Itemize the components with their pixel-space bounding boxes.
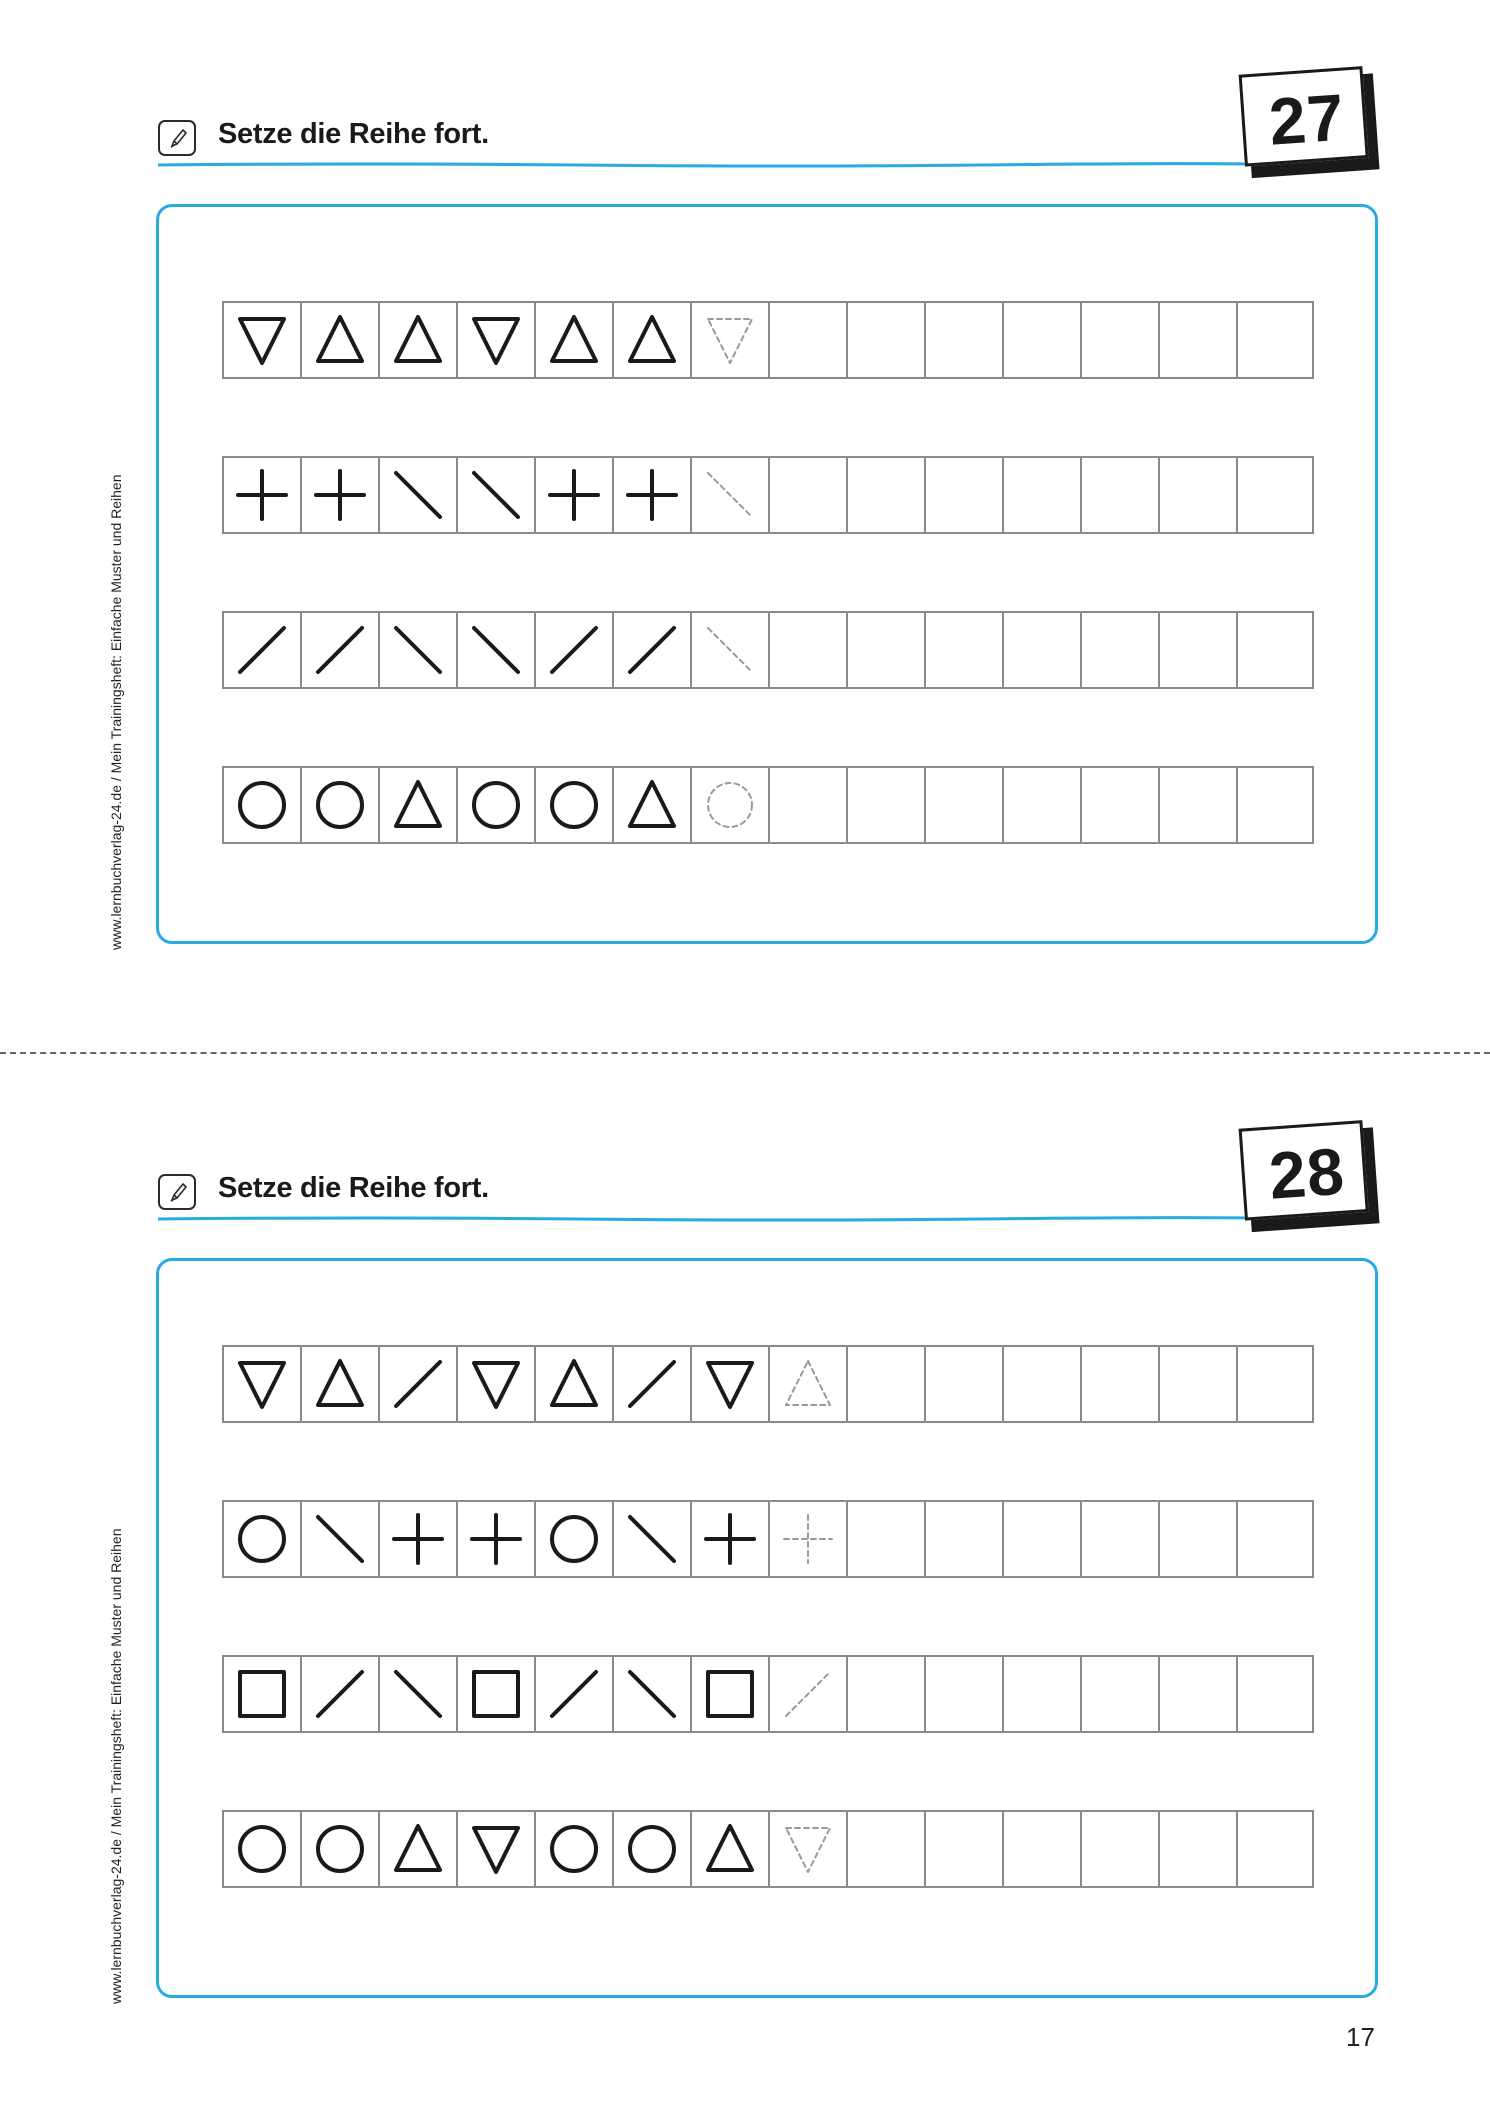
- pattern-cell: [536, 1502, 614, 1576]
- pattern-row: [222, 1500, 1314, 1578]
- plus-icon: [536, 458, 612, 532]
- empty-answer-cell[interactable]: [848, 1657, 926, 1731]
- empty-answer-cell[interactable]: [1082, 768, 1160, 842]
- pattern-cell: [536, 303, 614, 377]
- backslash-icon: [692, 458, 768, 532]
- pattern-cell: [224, 303, 302, 377]
- pattern-cell: [692, 1812, 770, 1886]
- page-number: 17: [1346, 2022, 1375, 2052]
- instruction-title: Setze die Reihe fort.: [218, 118, 489, 150]
- pattern-row: [222, 1345, 1314, 1423]
- empty-answer-cell[interactable]: [926, 303, 1004, 377]
- empty-answer-cell[interactable]: [1160, 303, 1238, 377]
- pattern-cell: [614, 1347, 692, 1421]
- pattern-cell: [302, 1812, 380, 1886]
- exercise-number: 28: [1266, 1133, 1348, 1213]
- plus-icon: [224, 458, 300, 532]
- empty-answer-cell[interactable]: [1160, 1502, 1238, 1576]
- square-icon: [224, 1657, 300, 1731]
- empty-answer-cell[interactable]: [1004, 1657, 1082, 1731]
- triangle-up-icon: [692, 1812, 768, 1886]
- pattern-cell: [380, 458, 458, 532]
- empty-answer-cell[interactable]: [1238, 613, 1316, 687]
- pattern-cell: [224, 1812, 302, 1886]
- pattern-cell: [224, 458, 302, 532]
- empty-answer-cell[interactable]: [1238, 1657, 1316, 1731]
- backslash-icon: [302, 1502, 378, 1576]
- empty-answer-cell[interactable]: [1160, 768, 1238, 842]
- triangle-down-icon: [692, 303, 768, 377]
- pattern-cell: [692, 1657, 770, 1731]
- slash-icon: [614, 1347, 690, 1421]
- circle-icon: [224, 1812, 300, 1886]
- pattern-cell: [458, 1502, 536, 1576]
- hint-cell: [692, 458, 770, 532]
- backslash-icon: [614, 1502, 690, 1576]
- empty-answer-cell[interactable]: [770, 458, 848, 532]
- slash-icon: [302, 613, 378, 687]
- pattern-cell: [536, 768, 614, 842]
- title-underline: [158, 162, 1248, 168]
- empty-answer-cell[interactable]: [1004, 303, 1082, 377]
- empty-answer-cell[interactable]: [926, 458, 1004, 532]
- circle-icon: [536, 1502, 612, 1576]
- hint-cell: [770, 1812, 848, 1886]
- empty-answer-cell[interactable]: [1160, 1657, 1238, 1731]
- triangle-down-icon: [458, 1812, 534, 1886]
- empty-answer-cell[interactable]: [926, 1502, 1004, 1576]
- pattern-cell: [224, 1657, 302, 1731]
- plus-icon: [614, 458, 690, 532]
- pattern-cell: [302, 1657, 380, 1731]
- side-credit: www.lernbuchverlag-24.de / Mein Trainingsheft: Einfache Muster und Reihen: [108, 1528, 124, 2004]
- plus-icon: [302, 458, 378, 532]
- plus-icon: [770, 1502, 846, 1576]
- empty-answer-cell[interactable]: [770, 768, 848, 842]
- hint-cell: [692, 303, 770, 377]
- pattern-cell: [380, 1812, 458, 1886]
- pattern-cell: [458, 458, 536, 532]
- empty-answer-cell[interactable]: [848, 768, 926, 842]
- pattern-cell: [458, 613, 536, 687]
- pattern-cell: [380, 613, 458, 687]
- pattern-cell: [536, 1812, 614, 1886]
- empty-answer-cell[interactable]: [1082, 458, 1160, 532]
- empty-answer-cell[interactable]: [1238, 768, 1316, 842]
- pattern-row: [222, 766, 1314, 844]
- triangle-up-icon: [770, 1347, 846, 1421]
- exercise-28: [0, 1054, 1490, 2108]
- pattern-row: [222, 1655, 1314, 1733]
- pattern-cell: [302, 303, 380, 377]
- pattern-cell: [380, 303, 458, 377]
- empty-answer-cell[interactable]: [926, 613, 1004, 687]
- empty-answer-cell[interactable]: [770, 613, 848, 687]
- triangle-up-icon: [614, 768, 690, 842]
- triangle-up-icon: [302, 1347, 378, 1421]
- circle-icon: [536, 768, 612, 842]
- slash-icon: [380, 1347, 456, 1421]
- pattern-cell: [458, 768, 536, 842]
- empty-answer-cell[interactable]: [1082, 303, 1160, 377]
- triangle-down-icon: [692, 1347, 768, 1421]
- slash-icon: [536, 1657, 612, 1731]
- square-icon: [458, 1657, 534, 1731]
- empty-answer-cell[interactable]: [1004, 768, 1082, 842]
- pattern-cell: [224, 1347, 302, 1421]
- circle-icon: [302, 1812, 378, 1886]
- pattern-cell: [536, 1657, 614, 1731]
- pattern-cell: [614, 1502, 692, 1576]
- pattern-cell: [536, 613, 614, 687]
- hint-cell: [770, 1502, 848, 1576]
- empty-answer-cell[interactable]: [848, 1347, 926, 1421]
- empty-answer-cell[interactable]: [1238, 458, 1316, 532]
- triangle-up-icon: [614, 303, 690, 377]
- pattern-cell: [458, 1347, 536, 1421]
- exercise-number: 27: [1266, 79, 1348, 159]
- triangle-up-icon: [380, 1812, 456, 1886]
- circle-icon: [458, 768, 534, 842]
- pattern-cell: [692, 1347, 770, 1421]
- exercise-number-card: [1239, 65, 1380, 176]
- pattern-cell: [458, 303, 536, 377]
- pattern-cell: [380, 1347, 458, 1421]
- pattern-cell: [614, 1657, 692, 1731]
- circle-icon: [614, 1812, 690, 1886]
- side-credit: www.lernbuchverlag-24.de / Mein Trainingsheft: Einfache Muster und Reihen: [108, 474, 124, 950]
- pattern-cell: [536, 458, 614, 532]
- empty-answer-cell[interactable]: [1004, 458, 1082, 532]
- circle-icon: [536, 1812, 612, 1886]
- empty-answer-cell[interactable]: [1082, 1347, 1160, 1421]
- circle-icon: [224, 768, 300, 842]
- plus-icon: [692, 1502, 768, 1576]
- empty-answer-cell[interactable]: [1082, 613, 1160, 687]
- pencil-icon: [158, 1174, 196, 1210]
- empty-answer-cell[interactable]: [770, 303, 848, 377]
- pattern-cell: [614, 303, 692, 377]
- pattern-cell: [302, 768, 380, 842]
- backslash-icon: [458, 613, 534, 687]
- triangle-up-icon: [380, 303, 456, 377]
- empty-answer-cell[interactable]: [1160, 1347, 1238, 1421]
- pattern-row: [222, 301, 1314, 379]
- pattern-cell: [302, 1347, 380, 1421]
- empty-answer-cell[interactable]: [1004, 1347, 1082, 1421]
- pattern-cell: [224, 613, 302, 687]
- triangle-down-icon: [770, 1812, 846, 1886]
- pattern-cell: [614, 458, 692, 532]
- pattern-cell: [302, 613, 380, 687]
- empty-answer-cell[interactable]: [848, 613, 926, 687]
- hint-cell: [692, 613, 770, 687]
- pattern-cell: [536, 1347, 614, 1421]
- empty-answer-cell[interactable]: [1238, 1812, 1316, 1886]
- backslash-icon: [614, 1657, 690, 1731]
- hint-cell: [770, 1657, 848, 1731]
- empty-answer-cell[interactable]: [1082, 1812, 1160, 1886]
- pattern-row: [222, 456, 1314, 534]
- empty-answer-cell[interactable]: [1004, 1812, 1082, 1886]
- empty-answer-cell[interactable]: [1004, 613, 1082, 687]
- empty-answer-cell[interactable]: [926, 1812, 1004, 1886]
- triangle-up-icon: [302, 303, 378, 377]
- slash-icon: [770, 1657, 846, 1731]
- circle-icon: [224, 1502, 300, 1576]
- pattern-cell: [302, 458, 380, 532]
- hint-cell: [770, 1347, 848, 1421]
- empty-answer-cell[interactable]: [848, 458, 926, 532]
- backslash-icon: [692, 613, 768, 687]
- backslash-icon: [458, 458, 534, 532]
- pattern-cell: [614, 1812, 692, 1886]
- pattern-row: [222, 1810, 1314, 1888]
- empty-answer-cell[interactable]: [1082, 1502, 1160, 1576]
- backslash-icon: [380, 613, 456, 687]
- circle-icon: [692, 768, 768, 842]
- triangle-down-icon: [458, 303, 534, 377]
- pattern-cell: [614, 768, 692, 842]
- plus-icon: [380, 1502, 456, 1576]
- empty-answer-cell[interactable]: [926, 1657, 1004, 1731]
- pattern-cell: [380, 1502, 458, 1576]
- empty-answer-cell[interactable]: [1004, 1502, 1082, 1576]
- pattern-cell: [614, 613, 692, 687]
- empty-answer-cell[interactable]: [926, 768, 1004, 842]
- circle-icon: [302, 768, 378, 842]
- pattern-cell: [224, 768, 302, 842]
- empty-answer-cell[interactable]: [848, 1812, 926, 1886]
- triangle-up-icon: [380, 768, 456, 842]
- empty-answer-cell[interactable]: [1082, 1657, 1160, 1731]
- slash-icon: [302, 1657, 378, 1731]
- slash-icon: [536, 613, 612, 687]
- empty-answer-cell[interactable]: [848, 1502, 926, 1576]
- instruction-title: Setze die Reihe fort.: [218, 1172, 489, 1204]
- pattern-cell: [458, 1812, 536, 1886]
- backslash-icon: [380, 458, 456, 532]
- square-icon: [692, 1657, 768, 1731]
- triangle-up-icon: [536, 303, 612, 377]
- empty-answer-cell[interactable]: [1160, 1812, 1238, 1886]
- triangle-down-icon: [458, 1347, 534, 1421]
- pattern-cell: [224, 1502, 302, 1576]
- exercise-number-card: [1239, 1119, 1380, 1230]
- empty-answer-cell[interactable]: [848, 303, 926, 377]
- empty-answer-cell[interactable]: [1238, 1347, 1316, 1421]
- title-underline: [158, 1216, 1248, 1222]
- triangle-down-icon: [224, 303, 300, 377]
- hint-cell: [692, 768, 770, 842]
- empty-answer-cell[interactable]: [1160, 458, 1238, 532]
- pattern-cell: [302, 1502, 380, 1576]
- pencil-icon: [158, 120, 196, 156]
- pattern-cell: [380, 1657, 458, 1731]
- pattern-cell: [692, 1502, 770, 1576]
- empty-answer-cell[interactable]: [1238, 1502, 1316, 1576]
- triangle-up-icon: [536, 1347, 612, 1421]
- empty-answer-cell[interactable]: [926, 1347, 1004, 1421]
- pattern-cell: [458, 1657, 536, 1731]
- empty-answer-cell[interactable]: [1160, 613, 1238, 687]
- plus-icon: [458, 1502, 534, 1576]
- backslash-icon: [380, 1657, 456, 1731]
- slash-icon: [224, 613, 300, 687]
- pattern-row: [222, 611, 1314, 689]
- empty-answer-cell[interactable]: [1238, 303, 1316, 377]
- slash-icon: [614, 613, 690, 687]
- triangle-down-icon: [224, 1347, 300, 1421]
- pattern-cell: [380, 768, 458, 842]
